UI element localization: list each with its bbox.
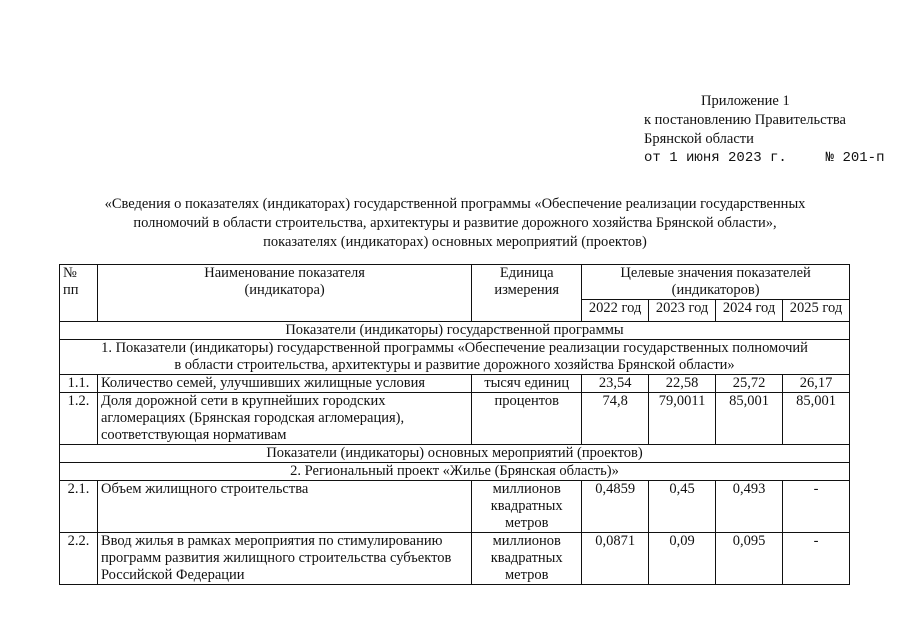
- decree-number: № 201-п: [825, 150, 885, 166]
- indicators-table: [59, 264, 850, 585]
- header-target-line-1: Целевые значения показателей: [620, 265, 811, 281]
- header-year: 2024 год: [716, 300, 783, 322]
- subsection-program: [60, 340, 850, 375]
- header-year: 2023 год: [649, 300, 716, 322]
- subsection-regional-project: 2. Региональный проект «Жилье (Брянская область)»: [60, 463, 850, 481]
- document-title: [60, 195, 850, 252]
- row-value: 26,17: [783, 375, 850, 393]
- title-line-3: показателях (индикаторах) основных мероприятий (проектов): [263, 234, 647, 250]
- row-value: 0,0871: [582, 533, 649, 585]
- header-unit-line-2: измерения: [494, 282, 560, 298]
- row-name: Количество семей, улучшивших жилищные условия: [97, 375, 471, 393]
- row-unit-line: миллионов: [492, 533, 561, 549]
- appendix-line-1: Приложение 1: [701, 93, 790, 109]
- header-unit: [472, 265, 582, 322]
- header-name-line-1: Наименование показателя: [204, 265, 365, 281]
- row-value: 23,54: [582, 375, 649, 393]
- row-unit-line: метров: [504, 567, 549, 583]
- row-num: 2.1.: [60, 481, 98, 533]
- row-unit: [472, 481, 582, 533]
- header-name: [97, 265, 471, 322]
- row-value: -: [783, 481, 850, 533]
- appendix-line-2: к постановлению Правительства: [644, 112, 846, 128]
- row-value: 0,45: [649, 481, 716, 533]
- subsection-line-2: в области строительства, архитектуры и развитие дорожного хозяйства Брянской области»: [174, 357, 735, 373]
- row-value: -: [783, 533, 850, 585]
- subsection-row: [60, 463, 850, 481]
- row-num: 1.1.: [60, 375, 98, 393]
- header-num: № пп: [60, 265, 98, 322]
- table-row: [60, 393, 850, 445]
- row-value: 22,58: [649, 375, 716, 393]
- row-value: 74,8: [582, 393, 649, 445]
- row-num: 1.2.: [60, 393, 98, 445]
- header-unit-line-1: Единица: [499, 265, 554, 281]
- header-target-line-2: (индикаторов): [671, 282, 760, 298]
- appendix-block: [644, 92, 884, 168]
- header-name-line-2: (индикатора): [244, 282, 325, 298]
- row-value: 0,4859: [582, 481, 649, 533]
- date-value: 1 июня 2023 г.: [669, 150, 787, 166]
- row-unit: процентов: [472, 393, 582, 445]
- row-unit-line: миллионов: [492, 481, 561, 497]
- row-unit-line: метров: [504, 515, 549, 531]
- row-name-line: Российской Федерации: [100, 567, 245, 583]
- row-name: Объем жилищного строительства: [97, 481, 471, 533]
- row-num: 2.2.: [60, 533, 98, 585]
- table-row: [60, 375, 850, 393]
- title-line-1: «Сведения о показателях (индикаторах) государственной программы «Обеспечение реализации государственных: [104, 196, 806, 212]
- row-name-line: агломерациях (Брянская городская агломерация),: [100, 410, 405, 426]
- row-value: 0,09: [649, 533, 716, 585]
- appendix-date-line: [644, 149, 884, 168]
- section-row: [60, 445, 850, 463]
- row-unit: тысяч единиц: [472, 375, 582, 393]
- row-unit-line: квадратных: [490, 498, 563, 514]
- row-name: [97, 533, 471, 585]
- row-value: 0,095: [716, 533, 783, 585]
- row-value: 25,72: [716, 375, 783, 393]
- table-row: [60, 481, 850, 533]
- row-name-line: соответствующая нормативам: [100, 427, 287, 443]
- header-year: 2025 год: [783, 300, 850, 322]
- subsection-row: [60, 340, 850, 375]
- header-target-values: [582, 265, 850, 300]
- section-program-indicators: Показатели (индикаторы) государственной программы: [60, 322, 850, 340]
- row-value: 85,001: [783, 393, 850, 445]
- subsection-line-1: 1. Показатели (индикаторы) государственной программы «Обеспечение реализации государственных полномочий: [101, 340, 808, 356]
- row-name-line: Ввод жилья в рамках мероприятия по стимулированию: [100, 533, 443, 549]
- row-name-line: программ развития жилищного строительства субъектов: [100, 550, 452, 566]
- header-year: 2022 год: [582, 300, 649, 322]
- date-prefix: от: [644, 150, 661, 166]
- row-unit: [472, 533, 582, 585]
- row-value: 79,0011: [649, 393, 716, 445]
- table-row: [60, 533, 850, 585]
- row-value: 0,493: [716, 481, 783, 533]
- row-value: 85,001: [716, 393, 783, 445]
- section-row: [60, 322, 850, 340]
- row-name: [97, 393, 471, 445]
- section-project-indicators: Показатели (индикаторы) основных мероприятий (проектов): [60, 445, 850, 463]
- row-name-line: Доля дорожной сети в крупнейших городских: [100, 393, 386, 409]
- table-header-row-1: [60, 265, 850, 300]
- row-unit-line: квадратных: [490, 550, 563, 566]
- appendix-line-3: Брянской области: [644, 131, 754, 147]
- title-line-2: полномочий в области строительства, архитектуры и развитие дорожного хозяйства Брянской области»,: [133, 215, 777, 231]
